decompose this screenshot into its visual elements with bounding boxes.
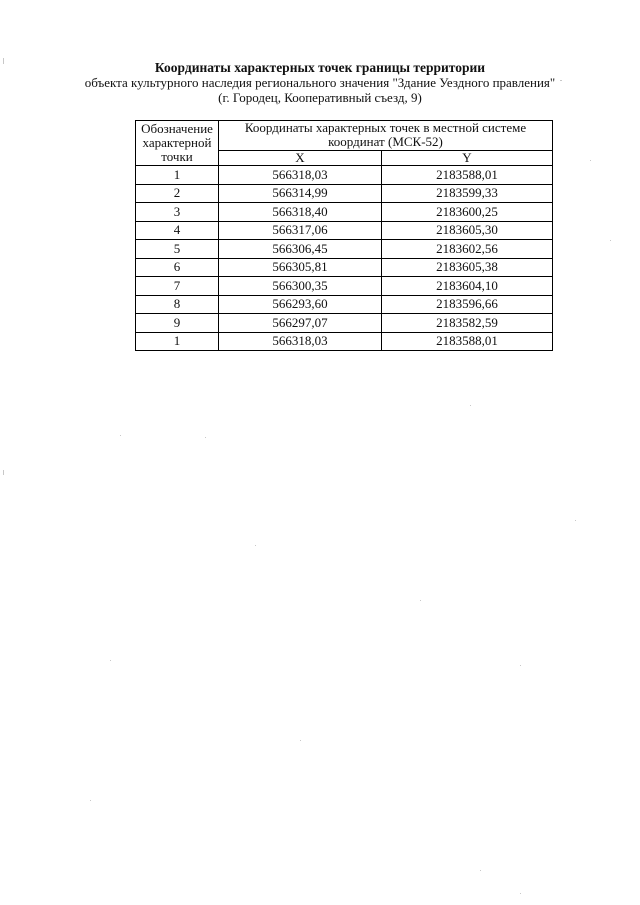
cell-x: 566318,40 (219, 203, 382, 222)
cell-y: 2183596,66 (382, 295, 553, 314)
cell-x: 566317,06 (219, 221, 382, 240)
header-point-designation-line: точки (161, 149, 193, 164)
table-row (136, 277, 553, 296)
cell-x: 566305,81 (219, 258, 382, 277)
header-point-designation-line: Обозначение (141, 121, 213, 136)
document-subtitle-line2: (г. Городец, Кооперативный съезд, 9) (218, 90, 422, 105)
cell-y: 2183599,33 (382, 184, 553, 203)
cell-x: 566293,60 (219, 295, 382, 314)
cell-y: 2183602,56 (382, 240, 553, 259)
cell-point: 7 (136, 277, 219, 296)
cell-x: 566314,99 (219, 184, 382, 203)
cell-y: 2183605,38 (382, 258, 553, 277)
header-y: Y (382, 150, 553, 165)
cell-point: 2 (136, 184, 219, 203)
cell-y: 2183600,25 (382, 203, 553, 222)
cell-x: 566300,35 (219, 277, 382, 296)
cell-point: 1 (136, 166, 219, 185)
table-row (136, 221, 553, 240)
header-point-designation-line: характерной (142, 135, 212, 150)
cell-x: 566318,03 (219, 332, 382, 351)
header-coordinates-line: Координаты характерных точек в местной системе (244, 120, 527, 136)
table-row (136, 332, 553, 351)
table-row (136, 166, 553, 185)
cell-y: 2183588,01 (382, 166, 553, 185)
table-header-row (136, 121, 553, 151)
header-coordinates-line: координат (МСК-52) (328, 134, 443, 150)
document-heading (0, 60, 640, 105)
header-x: X (219, 150, 382, 165)
table-row (136, 203, 553, 222)
header-coordinates-group (219, 121, 553, 151)
table-row (136, 295, 553, 314)
cell-point: 6 (136, 258, 219, 277)
document-title: Координаты характерных точек границы территории (154, 60, 486, 75)
cell-point: 3 (136, 203, 219, 222)
table-row (136, 314, 553, 333)
cell-point: 1 (136, 332, 219, 351)
cell-point: 9 (136, 314, 219, 333)
cell-y: 2183582,59 (382, 314, 553, 333)
cell-x: 566318,03 (219, 166, 382, 185)
cell-y: 2183588,01 (382, 332, 553, 351)
cell-x: 566297,07 (219, 314, 382, 333)
document-subtitle-line1: объекта культурного наследия регионального значения "Здание Уездного правления" (84, 75, 556, 90)
table-row (136, 240, 553, 259)
cell-y: 2183604,10 (382, 277, 553, 296)
cell-x: 566306,45 (219, 240, 382, 259)
table-row (136, 184, 553, 203)
table-row (136, 258, 553, 277)
cell-y: 2183605,30 (382, 221, 553, 240)
coordinates-table (135, 120, 553, 351)
header-point-designation (136, 121, 219, 166)
cell-point: 8 (136, 295, 219, 314)
cell-point: 5 (136, 240, 219, 259)
cell-point: 4 (136, 221, 219, 240)
